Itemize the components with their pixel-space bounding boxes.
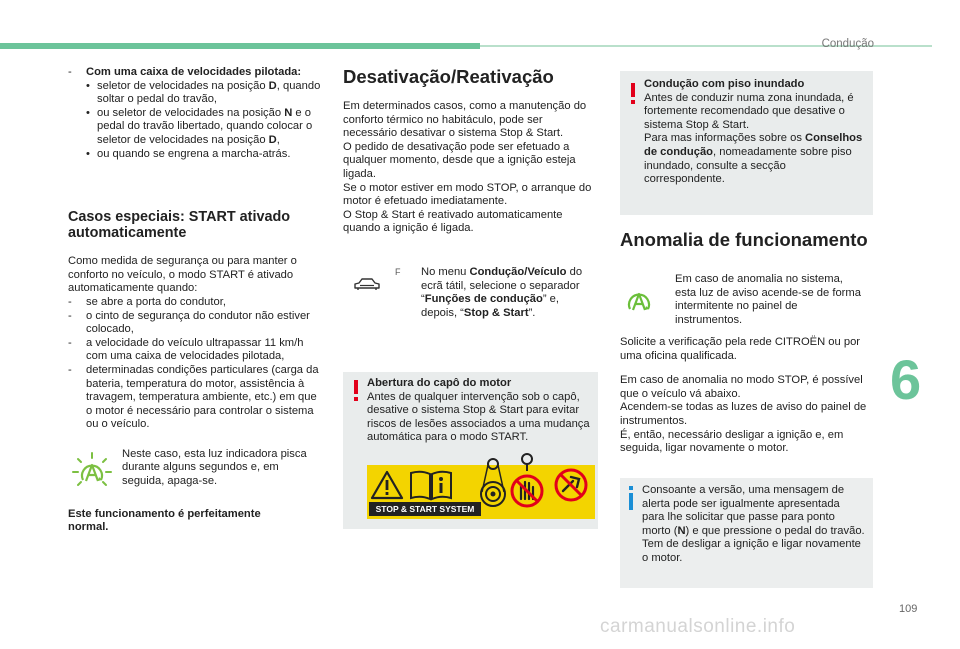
stop-start-fault-lamp-icon (626, 289, 652, 315)
column-1 (68, 66, 326, 535)
sticker-label: STOP & START SYSTEM (369, 502, 481, 516)
page-number: 109 (899, 603, 918, 615)
paragraph: O Stop & Start é reativado automaticamente quando a ignição é ligada. (343, 208, 563, 235)
belt-drive-icon (479, 456, 507, 514)
normal-text: Este funcionamento é perfeitamente normal. (68, 507, 261, 534)
warning-exclamation-icon (628, 83, 638, 105)
paragraph: Se o motor estiver em modo STOP, o arranque do motor é efetuado imediatamente. (343, 181, 592, 208)
info-box (620, 478, 873, 588)
hood-warning-box (343, 372, 598, 529)
manual-book-icon (409, 469, 453, 501)
menu-text: No menu Condução/Veículo do ecrã tátil, selecione o separador “Funções de condução” e, depois, “Stop & Start”. (421, 265, 583, 319)
car-icon (353, 276, 381, 292)
flood-warning-text-2: Para mas informações sobre os Conselhos de condução, nomeadamente sobre piso inundado, consulte a secção correspondente. (644, 132, 863, 186)
warning-exclamation-icon (351, 380, 361, 402)
info-text: Consoante a versão, uma mensagem de alerta pode ser igualmente apresentada para lhe solicitar que passe para ponto morto (N) e que pressione o pedal do travão. (642, 484, 865, 537)
top-accent-bar (0, 43, 480, 49)
warning-triangle-icon (370, 470, 404, 500)
hood-warning-text: Antes de qualquer intervenção sob o capô, desative o sistema Stop & Start para evitar riscos de lesões associados a uma mudança automática para o modo START. (367, 390, 590, 444)
intro-dash-item (68, 66, 326, 161)
menu-bullet: F (395, 266, 401, 277)
anomaly-text: É, então, necessário desligar a ignição e, em seguida, ligar novamente o motor. (620, 428, 844, 455)
list-item: - a velocidade do veículo ultrapassar 11 km/h com uma caixa de velocidades pilotada, (68, 337, 326, 364)
info-icon (626, 486, 636, 510)
anomaly-section (620, 229, 875, 456)
intro-bullet: • ou seletor de velocidades na posição N e o pedal do travão libertado, quando colocar o seletor de velocidades na posição D, (86, 107, 326, 148)
hood-warning-title: Abertura do capô do motor (367, 377, 512, 389)
flood-warning-title: Condução com piso inundado (644, 78, 805, 90)
anomaly-lamp-text: Em caso de anomalia no sistema, esta luz de aviso acende-se de forma intermitente no painel de instrumentos. (675, 273, 861, 326)
menu-instruction (343, 266, 599, 346)
intro-bullet: • seletor de velocidades na posição D, quando soltar o pedal do travão, (86, 80, 326, 107)
anomaly-text: Em caso de anomalia no modo STOP, é possível que o veículo vá abaixo. (620, 374, 863, 400)
chapter-number: 6 (890, 348, 922, 411)
intro-bullet: • ou quando se engrena a marcha-atrás. (86, 148, 326, 162)
no-hand-icon (509, 451, 545, 513)
watermark: carmanualsonline.info (600, 616, 796, 637)
anomaly-title: Anomalia de funcionamento (620, 229, 868, 250)
paragraph: O pedido de desativação pode ser efetuado a qualquer momento, desde que a ignição esteja ligada. (343, 140, 576, 180)
intro-dash-title: Com uma caixa de velocidades pilotada: (86, 66, 302, 78)
list-item: - determinadas condições particulares (carga da bateria, temperatura do motor, assistência à travagem, temperatura ambiente, etc.) em que o motor é necessário para controlar o sistema ou o veículo. (68, 364, 326, 432)
special-cases-title: Casos especiais: START ativado automaticamente (68, 209, 291, 242)
stop-start-sticker (367, 465, 595, 519)
anomaly-text: Acendem-se todas as luzes de aviso do painel de instrumentos. (620, 401, 867, 427)
column-2 (343, 66, 599, 346)
list-item: - o cinto de segurança do condutor não estiver colocado, (68, 310, 326, 337)
no-tool-icon (553, 467, 589, 503)
anomaly-text: Solicite a verificação pela rede CITROËN ou por uma oficina qualificada. (620, 336, 861, 362)
chapter-tab (932, 344, 960, 432)
stop-start-lamp-icon (70, 450, 114, 494)
list-item: - se abre a porta do condutor, (68, 296, 326, 310)
deactivation-title: Desativação/Reativação (343, 66, 554, 87)
flood-warning-text: Antes de conduzir numa zona inundada, é fortemente recomendado que desative o sistema Stop & Start. (644, 91, 854, 131)
paragraph: Em determinados casos, como a manutenção do conforto térmico no habitáculo, pode ser necessário desativar o sistema Stop & Start. (343, 100, 587, 140)
chapter-header: Condução (821, 38, 874, 50)
flood-warning-box (620, 71, 873, 215)
anomaly-lamp-row (620, 273, 875, 337)
lamp-text: Neste caso, esta luz indicadora pisca durante alguns segundos e, em seguida, apaga-se. (122, 447, 307, 488)
special-cases-list (68, 296, 326, 432)
lamp-row (68, 448, 326, 508)
special-intro: Como medida de segurança ou para manter o conforto no veículo, o modo START é ativado automaticamente quando: (68, 255, 297, 295)
info-text-2: Tem de desligar a ignição e ligar novamente o motor. (642, 538, 861, 564)
